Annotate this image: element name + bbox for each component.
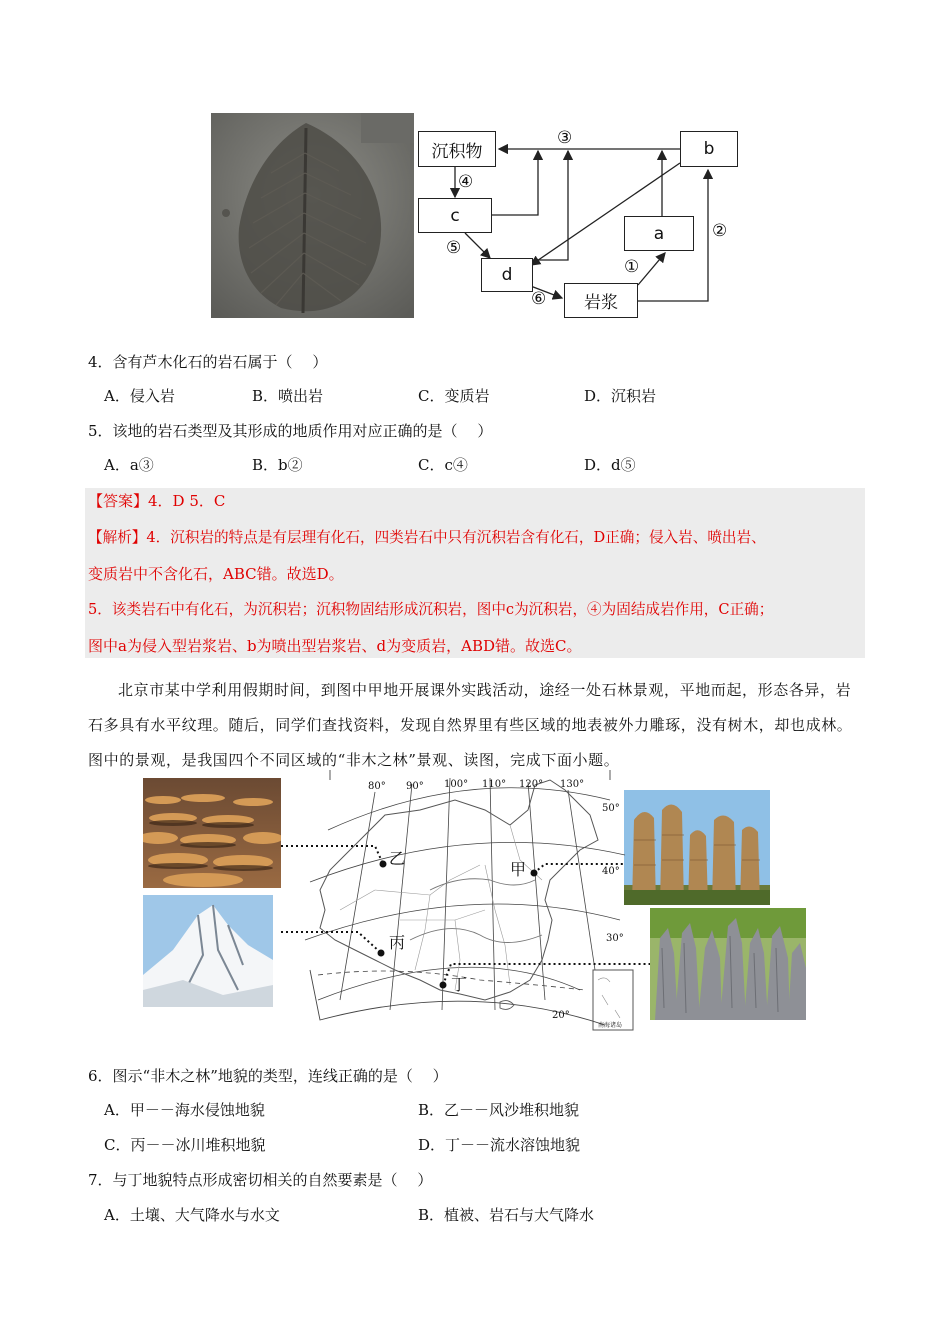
- q6-option-a: A．甲－－海水侵蚀地貌: [104, 1101, 265, 1119]
- lon-80: 80°: [368, 781, 386, 792]
- q5-option-d: D．d⑤: [584, 456, 636, 474]
- q4-stem: 4．含有芦木化石的岩石属于（ ）: [88, 353, 328, 371]
- q5-option-b: B．b②: [252, 456, 303, 474]
- lat-30: 30°: [606, 933, 624, 944]
- arrow-label-3: ③: [557, 128, 573, 148]
- analysis-line-2: 变质岩中不含化石，ABC错。故选D。: [88, 565, 344, 583]
- q7-stem: 7．与丁地貌特点形成密切相关的自然要素是（ ）: [88, 1171, 433, 1189]
- lat-50: 50°: [602, 803, 620, 814]
- q7-option-a: A．土壤、大气降水与水文: [104, 1206, 280, 1224]
- arrow-label-6: ⑥: [531, 289, 547, 309]
- place-yi: 乙: [389, 849, 406, 868]
- magma-label: 岩浆: [584, 293, 618, 313]
- answer-line: 【答案】4．D 5．C: [88, 492, 226, 510]
- q6-option-c: C．丙－－冰川堆积地貌: [104, 1136, 266, 1154]
- q5-stem: 5．该地的岩石类型及其形成的地质作用对应正确的是（ ）: [88, 422, 493, 440]
- analysis-line-1: 【解析】4．沉积岩的特点是有层理有化石，四类岩石中只有沉积岩含有化石，D正确；侵入岩、喷出岩、: [88, 529, 766, 546]
- q4-option-b: B．喷出岩: [252, 387, 324, 405]
- lat-20: 20°: [552, 1010, 570, 1021]
- box-b-label: b: [703, 139, 715, 159]
- box-c-label: c: [450, 205, 460, 226]
- arrow-label-2: ②: [712, 221, 728, 241]
- q6-option-b: B．乙－－风沙堆积地貌: [418, 1101, 580, 1119]
- lon-110: 110°: [482, 779, 507, 790]
- arrow-label-1: ①: [624, 257, 640, 277]
- inset-label: 南海诸岛: [598, 1022, 623, 1029]
- analysis-line-3: 5．该类岩石中有化石，为沉积岩；沉积物固结形成沉积岩，图中c为沉积岩，④为固结成岩作用，C正确；: [88, 601, 774, 618]
- lon-120: 120°: [519, 779, 544, 790]
- lon-100: 100°: [444, 779, 469, 790]
- q6-option-d: D．丁－－流水溶蚀地貌: [418, 1136, 581, 1154]
- lon-90: 90°: [406, 781, 424, 792]
- q5-option-c: C．c④: [418, 456, 468, 474]
- box-d-label: d: [501, 265, 513, 285]
- lat-40: 40°: [602, 866, 620, 877]
- q4-option-d: D．沉积岩: [584, 387, 657, 405]
- reading-passage: 北京市某中学利用假期时间，到图中甲地开展课外实践活动，途经一处石林景观，平地而起，形态各异，岩石多具有水平纹理。随后，同学们查找资料，发现自然界里有些区域的地表被外力雕琢，没有树木，却也成林。图中的景观，是我国四个不同区域的“非木之林”景观、读图，完成下面小题。: [88, 681, 853, 769]
- q5-option-a: A．a③: [104, 456, 154, 474]
- q6-stem: 6．图示“非木之林”地貌的类型，连线正确的是（ ）: [88, 1067, 448, 1085]
- lon-130: 130°: [560, 779, 585, 790]
- analysis-line-4: 图中a为侵入型岩浆岩、b为喷出型岩浆岩、d为变质岩，ABD错。故选C。: [88, 637, 582, 655]
- q4-option-a: A．侵入岩: [104, 387, 175, 405]
- box-a-label: a: [653, 223, 665, 244]
- place-jia: 甲: [510, 860, 527, 879]
- place-ding: 丁: [451, 975, 468, 994]
- place-bing: 丙: [389, 933, 406, 952]
- arrow-label-4: ④: [458, 172, 474, 192]
- q7-option-b: B．植被、岩石与大气降水: [418, 1206, 595, 1224]
- q4-option-c: C．变质岩: [418, 387, 490, 405]
- arrow-label-5: ⑤: [446, 238, 462, 258]
- sediment-label: 沉积物: [431, 141, 483, 162]
